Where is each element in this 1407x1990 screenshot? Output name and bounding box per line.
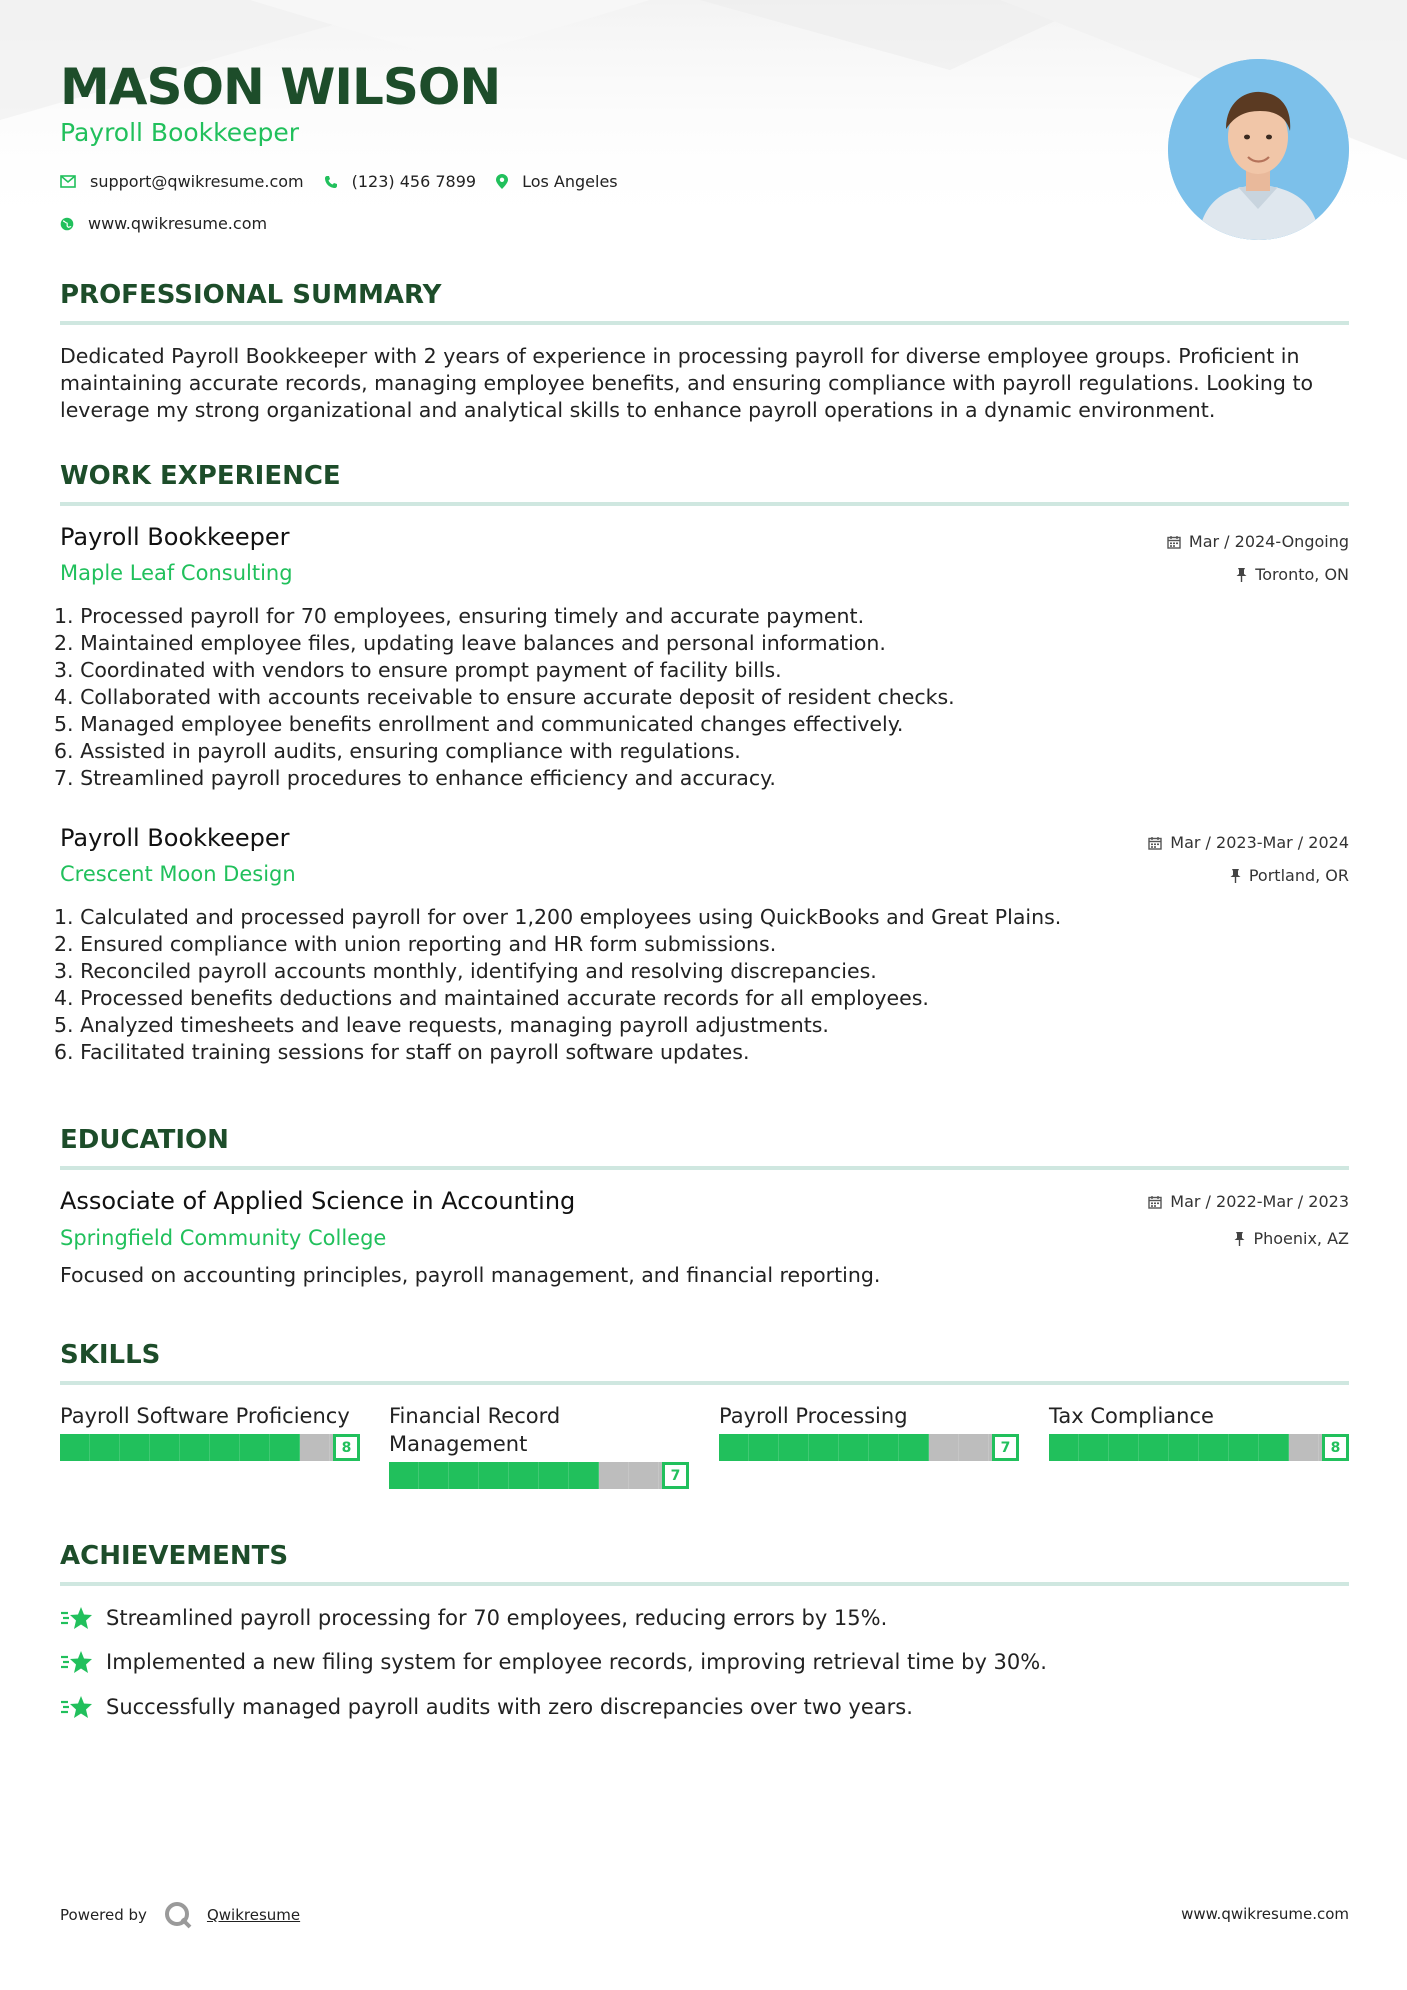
list-item: 4. Collaborated with accounts receivable to ensure accurate deposit of resident checks. [54,685,955,709]
footer-website-link[interactable]: www.qwikresume.com [1181,1905,1349,1923]
skill-segment-filled [779,1434,809,1461]
skill-segment-filled [90,1434,120,1461]
globe-icon [60,217,74,231]
skill-segment-filled [869,1434,899,1461]
skill-segment-filled [449,1462,479,1489]
star-icon [60,1694,94,1720]
achievement-item: Streamlined payroll processing for 70 employees, reducing errors by 15%. [60,1605,887,1631]
skill-segment-filled [419,1462,449,1489]
skill-level-badge: 8 [333,1434,360,1461]
list-item: 7. Streamlined payroll procedures to enhance efficiency and accuracy. [54,766,776,790]
candidate-role: Payroll Bookkeeper [60,118,300,147]
skill-level-track [389,1462,689,1489]
job-dates: Mar / 2024-Ongoing [1167,532,1349,551]
skill-segment-filled [1199,1434,1229,1461]
skill-segment-filled [809,1434,839,1461]
achievement-item: Successfully managed payroll audits with zero discrepancies over two years. [60,1694,913,1720]
list-item: 3. Reconciled payroll accounts monthly, identifying and resolving discrepancies. [54,959,877,983]
section-divider [60,1582,1349,1586]
job-location: Portland, OR [1230,866,1349,885]
education-description: Focused on accounting principles, payroll management, and financial reporting. [60,1263,881,1287]
list-item: 4. Processed benefits deductions and maintained accurate records for all employees. [54,986,929,1010]
pushpin-icon [1236,568,1247,582]
footer-powered-by: Powered by Qwikresume [60,1900,300,1930]
section-title-summary: PROFESSIONAL SUMMARY [60,280,442,310]
skill-item [1049,1402,1349,1461]
job-company: Crescent Moon Design [60,862,296,886]
calendar-icon [1148,836,1162,850]
skill-item [719,1402,1019,1461]
contact-row-website [60,214,287,233]
star-icon [60,1605,94,1631]
education-dates: Mar / 2022-Mar / 2023 [1148,1192,1349,1211]
job-company: Maple Leaf Consulting [60,561,293,585]
skill-segment-filled [120,1434,150,1461]
contact-row [60,172,638,191]
section-divider [60,1166,1349,1170]
skill-segment-filled [1079,1434,1109,1461]
skill-segment-filled [1049,1434,1079,1461]
skill-level-badge: 7 [662,1462,689,1489]
section-title-education: EDUCATION [60,1125,229,1155]
section-title-achievements: ACHIEVEMENTS [60,1541,289,1571]
skill-level-bar [389,1462,689,1489]
skill-name: Financial Record Management [389,1404,561,1456]
candidate-name: MASON WILSON [60,58,501,116]
contact-email[interactable]: support@qwikresume.com [60,172,304,191]
skill-segment-filled [509,1462,539,1489]
job-location: Toronto, ON [1236,565,1349,584]
section-title-skills: SKILLS [60,1340,161,1370]
list-item: 1. Calculated and processed payroll for over 1,200 employees using QuickBooks and Great Plains. [54,905,1062,929]
achievement-item: Implemented a new filing system for employee records, improving retrieval time by 30%. [60,1649,1047,1675]
skill-item [60,1402,360,1461]
list-item: 3. Coordinated with vendors to ensure prompt payment of facility bills. [54,658,782,682]
contact-website[interactable]: www.qwikresume.com [60,214,267,233]
section-divider [60,1381,1349,1385]
job-title: Payroll Bookkeeper [60,824,290,852]
skill-segment-filled [60,1434,90,1461]
skill-segment-empty [300,1434,330,1461]
skill-level-bar [1049,1434,1349,1461]
skill-segment-empty [629,1462,659,1489]
list-item: 5. Managed employee benefits enrollment and communicated changes effectively. [54,712,904,736]
education-school: Springfield Community College [60,1226,387,1250]
phone-icon [324,175,338,189]
education-location: Phoenix, AZ [1234,1229,1349,1248]
star-icon [60,1649,94,1675]
person-avatar-icon [1168,59,1349,240]
pushpin-icon [1230,869,1241,883]
skill-segment-filled [150,1434,180,1461]
profile-photo [1168,59,1349,240]
skill-segment-filled [539,1462,569,1489]
skill-segment-filled [240,1434,270,1461]
skill-level-bar [60,1434,360,1461]
qwikresume-logo-icon [163,1900,193,1930]
job-title: Payroll Bookkeeper [60,523,290,551]
list-item: 6. Assisted in payroll audits, ensuring compliance with regulations. [54,739,741,763]
job-duties-list [54,603,955,792]
skill-segment-filled [899,1434,929,1461]
list-item: 5. Analyzed timesheets and leave requests, managing payroll adjustments. [54,1013,829,1037]
contact-phone[interactable]: (123) 456 7899 [324,172,476,191]
skill-segment-filled [180,1434,210,1461]
pushpin-icon [1234,1232,1245,1246]
map-pin-icon [496,174,508,189]
job-duties-list [54,904,1061,1066]
skill-level-track [1049,1434,1349,1461]
skill-segment-filled [1169,1434,1199,1461]
skill-segment-empty [599,1462,629,1489]
section-title-experience: WORK EXPERIENCE [60,461,341,491]
list-item: 2. Ensured compliance with union reporting and HR form submissions. [54,932,777,956]
skill-segment-filled [749,1434,779,1461]
skill-segment-filled [1229,1434,1259,1461]
skill-segment-empty [929,1434,959,1461]
skill-level-track [60,1434,360,1461]
skill-level-badge: 8 [1322,1434,1349,1461]
skill-segment-filled [1109,1434,1139,1461]
list-item: 2. Maintained employee files, updating leave balances and personal information. [54,631,886,655]
calendar-icon [1167,535,1181,549]
section-divider [60,502,1349,506]
job-dates: Mar / 2023-Mar / 2024 [1148,833,1349,852]
list-item: 6. Facilitated training sessions for staff on payroll software updates. [54,1040,750,1064]
skill-segment-filled [569,1462,599,1489]
skill-segment-filled [1259,1434,1289,1461]
skill-segment-filled [389,1462,419,1489]
calendar-icon [1148,1195,1162,1209]
section-divider [60,321,1349,325]
summary-text: Dedicated Payroll Bookkeeper with 2 years of experience in processing payroll for diverse employee groups. Proficient in maintaining accurate records, managing employee benefits, and ensuring compliance with payroll regulations. Looking to leverage my strong organizational and analytical skills to enhance payroll operations in a dynamic environment. [60,344,1314,422]
skill-segment-empty [959,1434,989,1461]
skill-level-track [719,1434,1019,1461]
skill-level-bar [719,1434,1019,1461]
skill-item [389,1402,689,1489]
contact-location: Los Angeles [496,172,618,191]
skill-segment-filled [719,1434,749,1461]
education-degree: Associate of Applied Science in Accounting [60,1187,576,1215]
skill-segment-empty [1289,1434,1319,1461]
skill-name: Payroll Processing [719,1404,908,1428]
envelope-icon [60,175,76,188]
list-item: 1. Processed payroll for 70 employees, ensuring timely and accurate payment. [54,604,865,628]
skill-segment-filled [270,1434,300,1461]
footer-brand-link[interactable]: Qwikresume [206,1906,301,1924]
skill-segment-filled [210,1434,240,1461]
skill-segment-filled [1139,1434,1169,1461]
skill-segment-filled [839,1434,869,1461]
skill-name: Payroll Software Proficiency [60,1404,350,1428]
skill-name: Tax Compliance [1049,1404,1214,1428]
skill-segment-filled [479,1462,509,1489]
skill-level-badge: 7 [992,1434,1019,1461]
